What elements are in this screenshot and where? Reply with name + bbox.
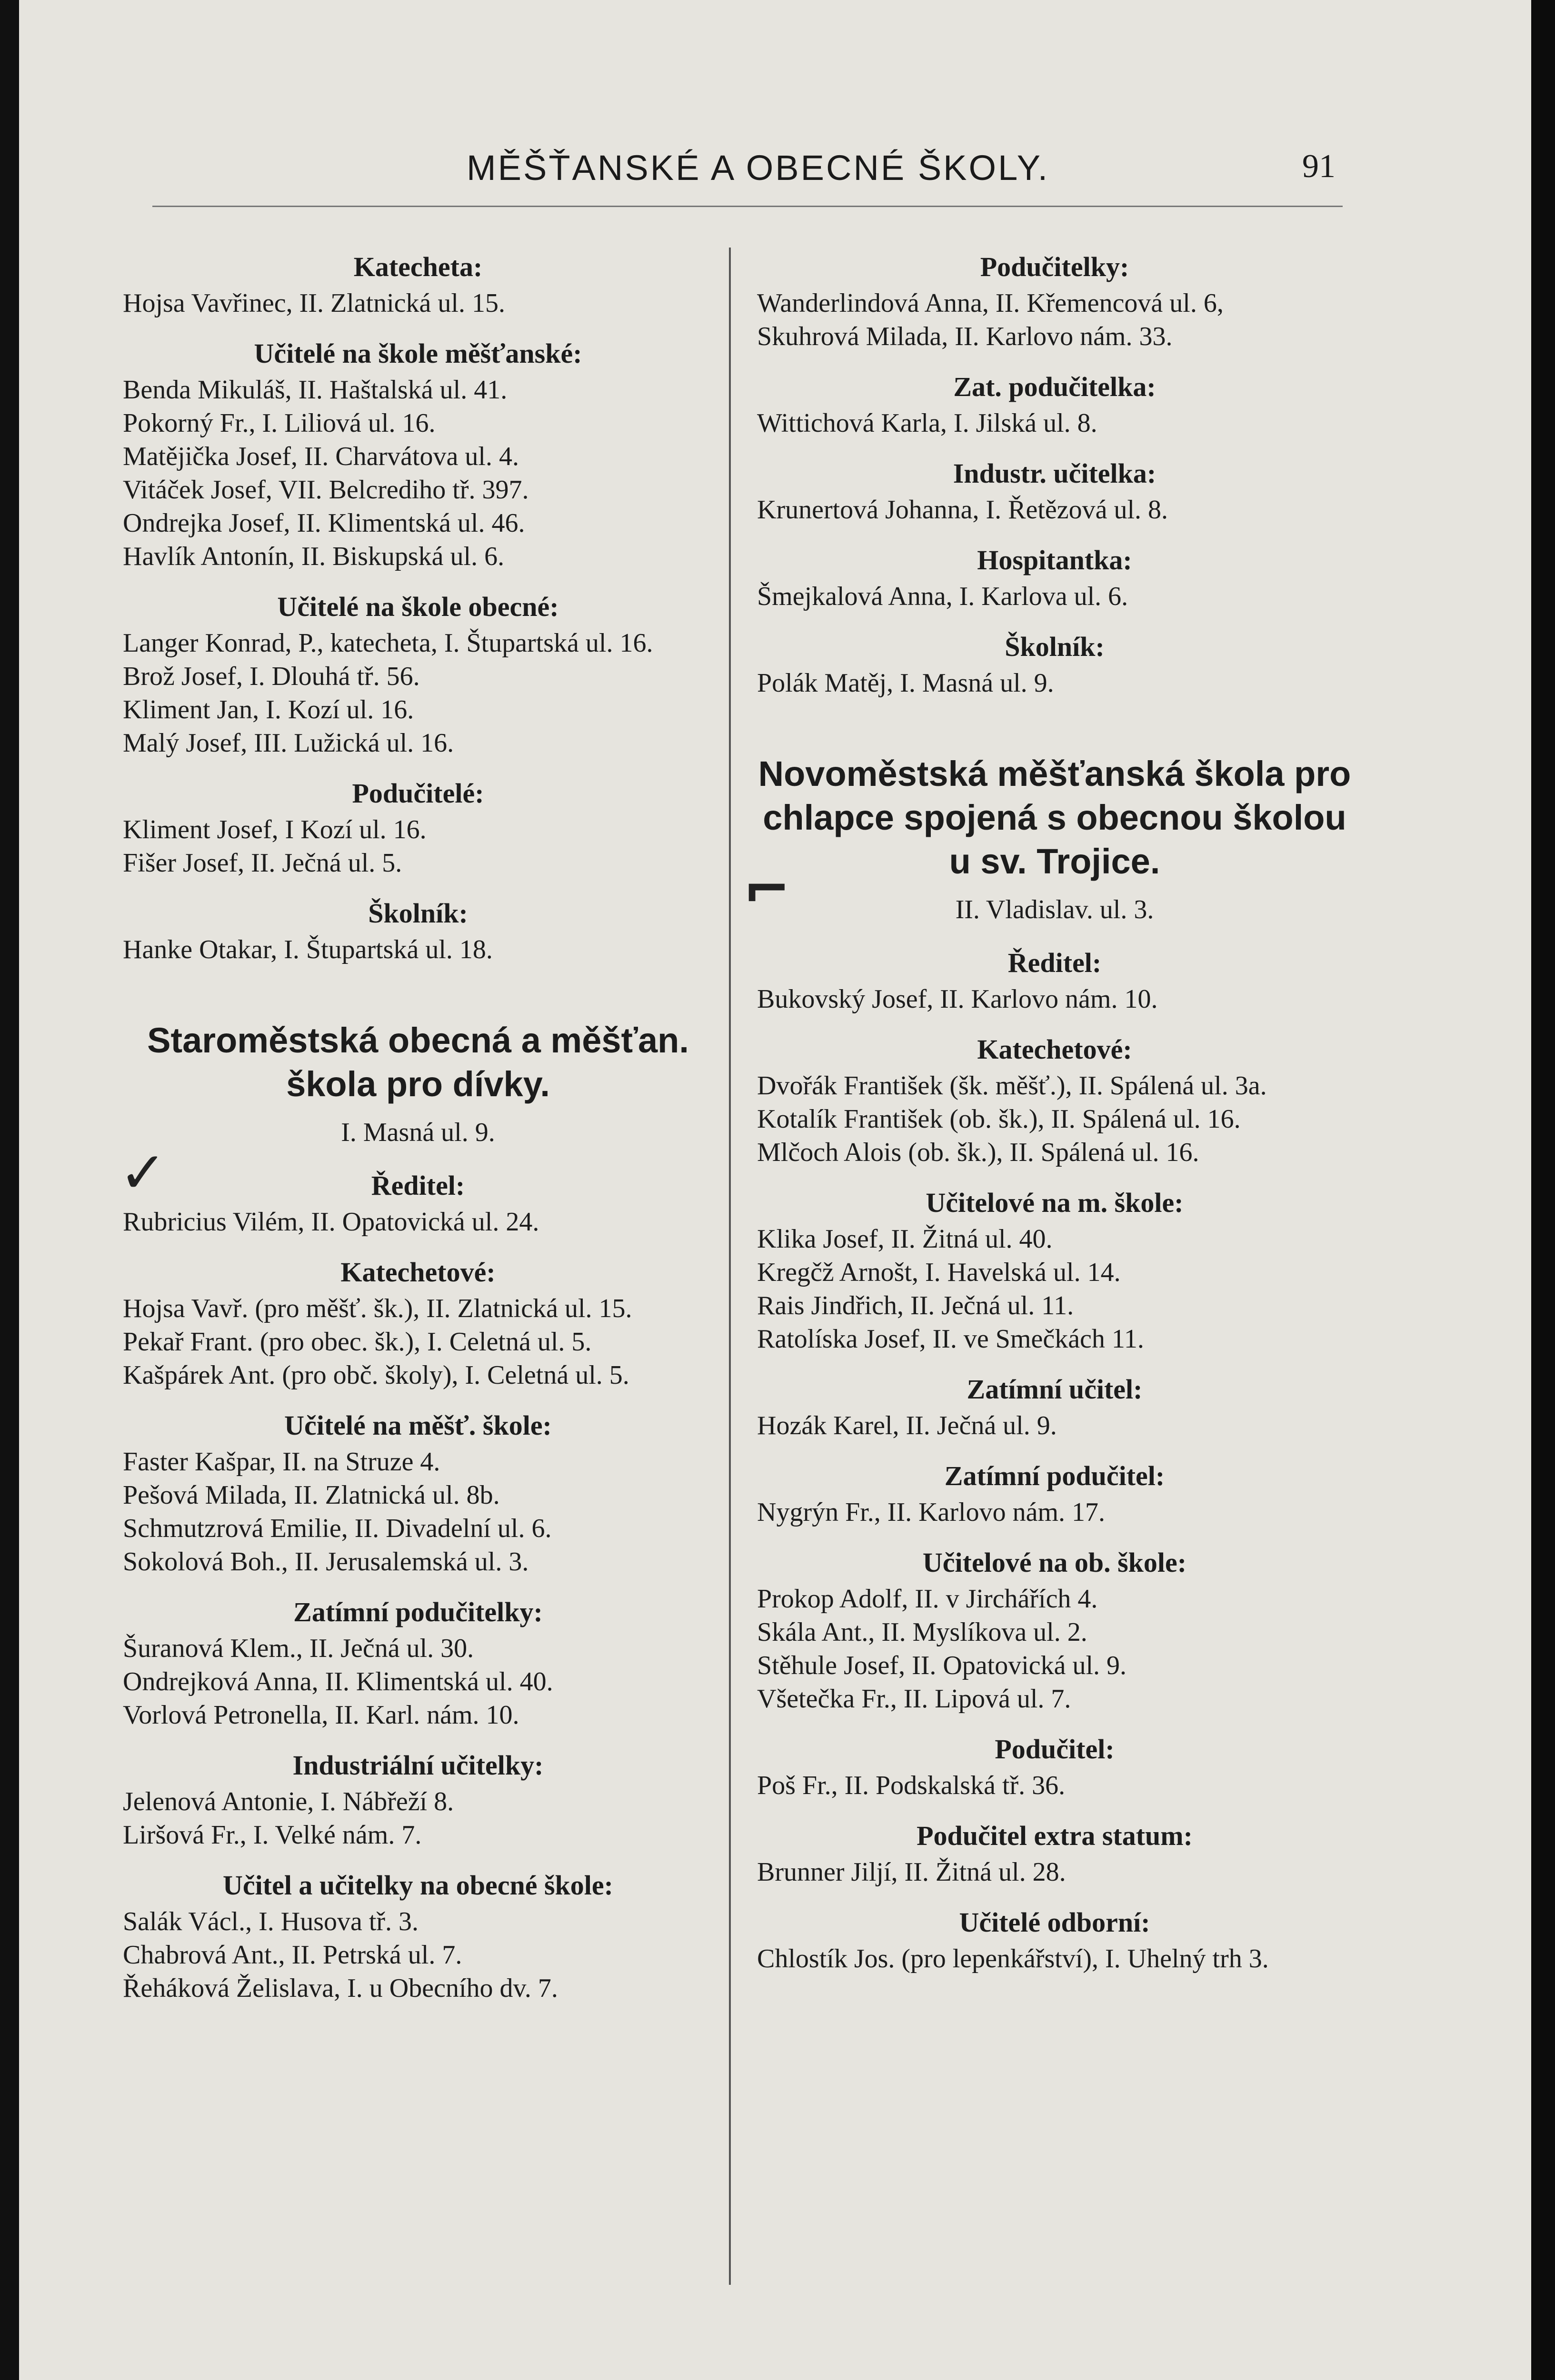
right_column-entry-27: Nygrýn Fr., II. Karlovo nám. 17.: [757, 1497, 1106, 1527]
right_column-heading-0: Podučitelky:: [980, 251, 1129, 282]
scan-border-left: [0, 0, 19, 2380]
right_column-heading-19: Učitelové na m. škole:: [926, 1187, 1184, 1218]
right_column-entry-18: Mlčoch Alois (ob. šk.), II. Spálená ul. 16.: [757, 1138, 1199, 1167]
right_column-entry-34: Poš Fr., II. Podskalská tř. 36.: [757, 1771, 1066, 1800]
page-number: 91: [1302, 148, 1336, 185]
left_column-heading-14: Podučitelé:: [352, 778, 484, 809]
right_column-entry-21: Kregčž Arnošt, I. Havelská ul. 14.: [757, 1258, 1121, 1287]
right_column-entry-30: Skála Ant., II. Myslíkova ul. 2.: [757, 1617, 1087, 1647]
right_column-heading-28: Učitelové na ob. škole:: [922, 1547, 1187, 1578]
left_column-entry-33: Šuranová Klem., II. Ječná ul. 30.: [123, 1634, 474, 1663]
right_column-entry-14: Bukovský Josef, II. Karlovo nám. 10.: [757, 984, 1158, 1014]
right_column-center-12: II. Vladislav. ul. 3.: [955, 895, 1154, 924]
right_column-entry-32: Všetečka Fr., II. Lipová ul. 7.: [757, 1684, 1071, 1714]
right_column-entry-22: Rais Jindřich, II. Ječná ul. 11.: [757, 1291, 1074, 1320]
left_column-heading-32: Zatímní podučitelky:: [293, 1597, 543, 1627]
right_column-entry-29: Prokop Adolf, II. v Jirchářích 4.: [757, 1584, 1098, 1614]
running-header: [0, 148, 1555, 200]
right_column-school-11: Novoměstská měšťanská škola pro chlapce spojená s obecnou školou u sv. Trojice.: [758, 754, 1351, 881]
right-column: [757, 248, 1352, 1975]
left_column-entry-11: Brož Josef, I. Dlouhá tř. 56.: [123, 662, 420, 691]
right_column-entry-38: Chlostík Jos. (pro lepenkářství), I. Uhelný trh 3.: [757, 1944, 1269, 1973]
left_column-entry-40: Salák Václ., I. Husova tř. 3.: [123, 1907, 419, 1936]
right_column-heading-13: Ředitel:: [1007, 947, 1102, 978]
left_column-entry-41: Chabrová Ant., II. Petrská ul. 7.: [123, 1940, 462, 1970]
left_column-entry-37: Jelenová Antonie, I. Nábřeží 8.: [123, 1787, 454, 1816]
header-rule: [152, 206, 1343, 207]
right_column-heading-35: Podučitel extra statum:: [917, 1820, 1193, 1851]
right_column-entry-8: Šmejkalová Anna, I. Karlova ul. 6.: [757, 582, 1128, 611]
right_column-heading-24: Zatímní učitel:: [967, 1374, 1143, 1405]
left_column-entry-6: Vitáček Josef, VII. Belcrediho tř. 397.: [123, 475, 529, 505]
left_column-heading-0: Katecheta:: [353, 251, 483, 282]
left_column-entry-16: Fišer Josef, II. Ječná ul. 5.: [123, 848, 402, 878]
left_column-entry-15: Kliment Josef, I Kozí ul. 16.: [123, 815, 427, 844]
left_column-entry-29: Pešová Milada, II. Zlatnická ul. 8b.: [123, 1480, 500, 1510]
right_column-entry-25: Hozák Karel, II. Ječná ul. 9.: [757, 1411, 1057, 1440]
left_column-heading-2: Učitelé na škole měšťanské:: [254, 338, 582, 369]
right_column-heading-15: Katechetové:: [977, 1034, 1132, 1065]
left_column-heading-27: Učitelé na měšť. škole:: [284, 1410, 552, 1441]
handwritten-bracket-mark: ⌐: [743, 857, 791, 923]
left_column-heading-9: Učitelé na škole obecné:: [277, 591, 559, 622]
right_column-entry-6: Krunertová Johanna, I. Řetězová ul. 8.: [757, 495, 1168, 525]
right_column-heading-9: Školník:: [1005, 631, 1105, 662]
left_column-entry-34: Ondrejková Anna, II. Klimentská ul. 40.: [123, 1667, 553, 1696]
right_column-entry-2: Skuhrová Milada, II. Karlovo nám. 33.: [757, 322, 1173, 351]
left_column-heading-36: Industriální učitelky:: [292, 1750, 544, 1781]
left_column-entry-4: Pokorný Fr., I. Liliová ul. 16.: [123, 408, 436, 438]
header-title: MĚŠŤANSKÉ A OBECNÉ ŠKOLY.: [467, 148, 1050, 188]
right_column-entry-4: Wittichová Karla, I. Jilská ul. 8.: [757, 408, 1097, 438]
left_column-entry-42: Řeháková Želislava, I. u Obecního dv. 7.: [123, 1973, 558, 2003]
right_column-entry-36: Brunner Jiljí, II. Žitná ul. 28.: [757, 1857, 1066, 1887]
scan-border-right: [1531, 0, 1555, 2380]
handwritten-check-mark: ✓: [119, 1140, 167, 1206]
left_column-center-20: I. Masná ul. 9.: [341, 1118, 495, 1147]
left_column-entry-7: Ondrejka Josef, II. Klimentská ul. 46.: [123, 508, 525, 538]
left_column-heading-17: Školník:: [368, 898, 468, 929]
left_column-entry-18: Hanke Otakar, I. Štupartská ul. 18.: [123, 935, 493, 964]
right_column-heading-33: Podučitel:: [995, 1734, 1115, 1765]
left_column-entry-24: Hojsa Vavř. (pro měšť. šk.), II. Zlatnická ul. 15.: [123, 1294, 632, 1323]
left_column-entry-8: Havlík Antonín, II. Biskupská ul. 6.: [123, 542, 505, 571]
right_column-heading-26: Zatímní podučitel:: [944, 1460, 1165, 1491]
left_column-entry-30: Schmutzrová Emilie, II. Divadelní ul. 6.: [123, 1514, 552, 1543]
right_column-heading-37: Učitelé odborní:: [959, 1907, 1150, 1938]
left_column-heading-21: Ředitel:: [371, 1170, 465, 1201]
right_column-entry-23: Ratolíska Josef, II. ve Smečkách 11.: [757, 1324, 1144, 1354]
left_column-heading-39: Učitel a učitelky na obecné škole:: [223, 1870, 613, 1901]
left_column-entry-38: Liršová Fr., I. Velké nám. 7.: [123, 1820, 422, 1850]
left_column-entry-22: Rubricius Vilém, II. Opatovická ul. 24.: [123, 1207, 539, 1237]
left-column: [123, 248, 713, 2005]
right_column-heading-5: Industr. učitelka:: [953, 458, 1156, 489]
right_column-heading-3: Zat. podučitelka:: [953, 371, 1156, 402]
left_column-entry-10: Langer Konrad, P., katecheta, I. Štupartská ul. 16.: [123, 628, 653, 658]
left_column-entry-35: Vorlová Petronella, II. Karl. nám. 10.: [123, 1700, 519, 1730]
right_column-entry-20: Klika Josef, II. Žitná ul. 40.: [757, 1224, 1053, 1254]
left_column-entry-3: Benda Mikuláš, II. Haštalská ul. 41.: [123, 375, 508, 405]
right_column-heading-7: Hospitantka:: [977, 545, 1132, 575]
left_column-entry-5: Matějička Josef, II. Charvátova ul. 4.: [123, 442, 519, 471]
column-divider: [729, 248, 731, 2285]
left_column-school-19: Staroměstská obecná a měšťan. škola pro dívky.: [147, 1021, 689, 1104]
right_column-entry-1: Wanderlindová Anna, II. Křemencová ul. 6,: [757, 288, 1224, 318]
left_column-entry-25: Pekař Frant. (pro obec. šk.), I. Celetná ul. 5.: [123, 1327, 592, 1357]
right_column-entry-31: Stěhule Josef, II. Opatovická ul. 9.: [757, 1651, 1127, 1680]
right_column-entry-10: Polák Matěj, I. Masná ul. 9.: [757, 668, 1054, 698]
left_column-entry-1: Hojsa Vavřinec, II. Zlatnická ul. 15.: [123, 288, 505, 318]
left_column-entry-13: Malý Josef, III. Lužická ul. 16.: [123, 728, 454, 758]
left_column-entry-26: Kašpárek Ant. (pro obč. školy), I. Celetná ul. 5.: [123, 1360, 629, 1390]
left_column-entry-12: Kliment Jan, I. Kozí ul. 16.: [123, 695, 414, 724]
right_column-entry-17: Kotalík František (ob. šk.), II. Spálená ul. 16.: [757, 1104, 1241, 1134]
left_column-entry-31: Sokolová Boh., II. Jerusalemská ul. 3.: [123, 1547, 529, 1577]
right_column-entry-16: Dvořák František (šk. měšť.), II. Spálená ul. 3a.: [757, 1071, 1267, 1101]
left_column-heading-23: Katechetové:: [340, 1257, 496, 1288]
left_column-entry-28: Faster Kašpar, II. na Struze 4.: [123, 1447, 440, 1477]
